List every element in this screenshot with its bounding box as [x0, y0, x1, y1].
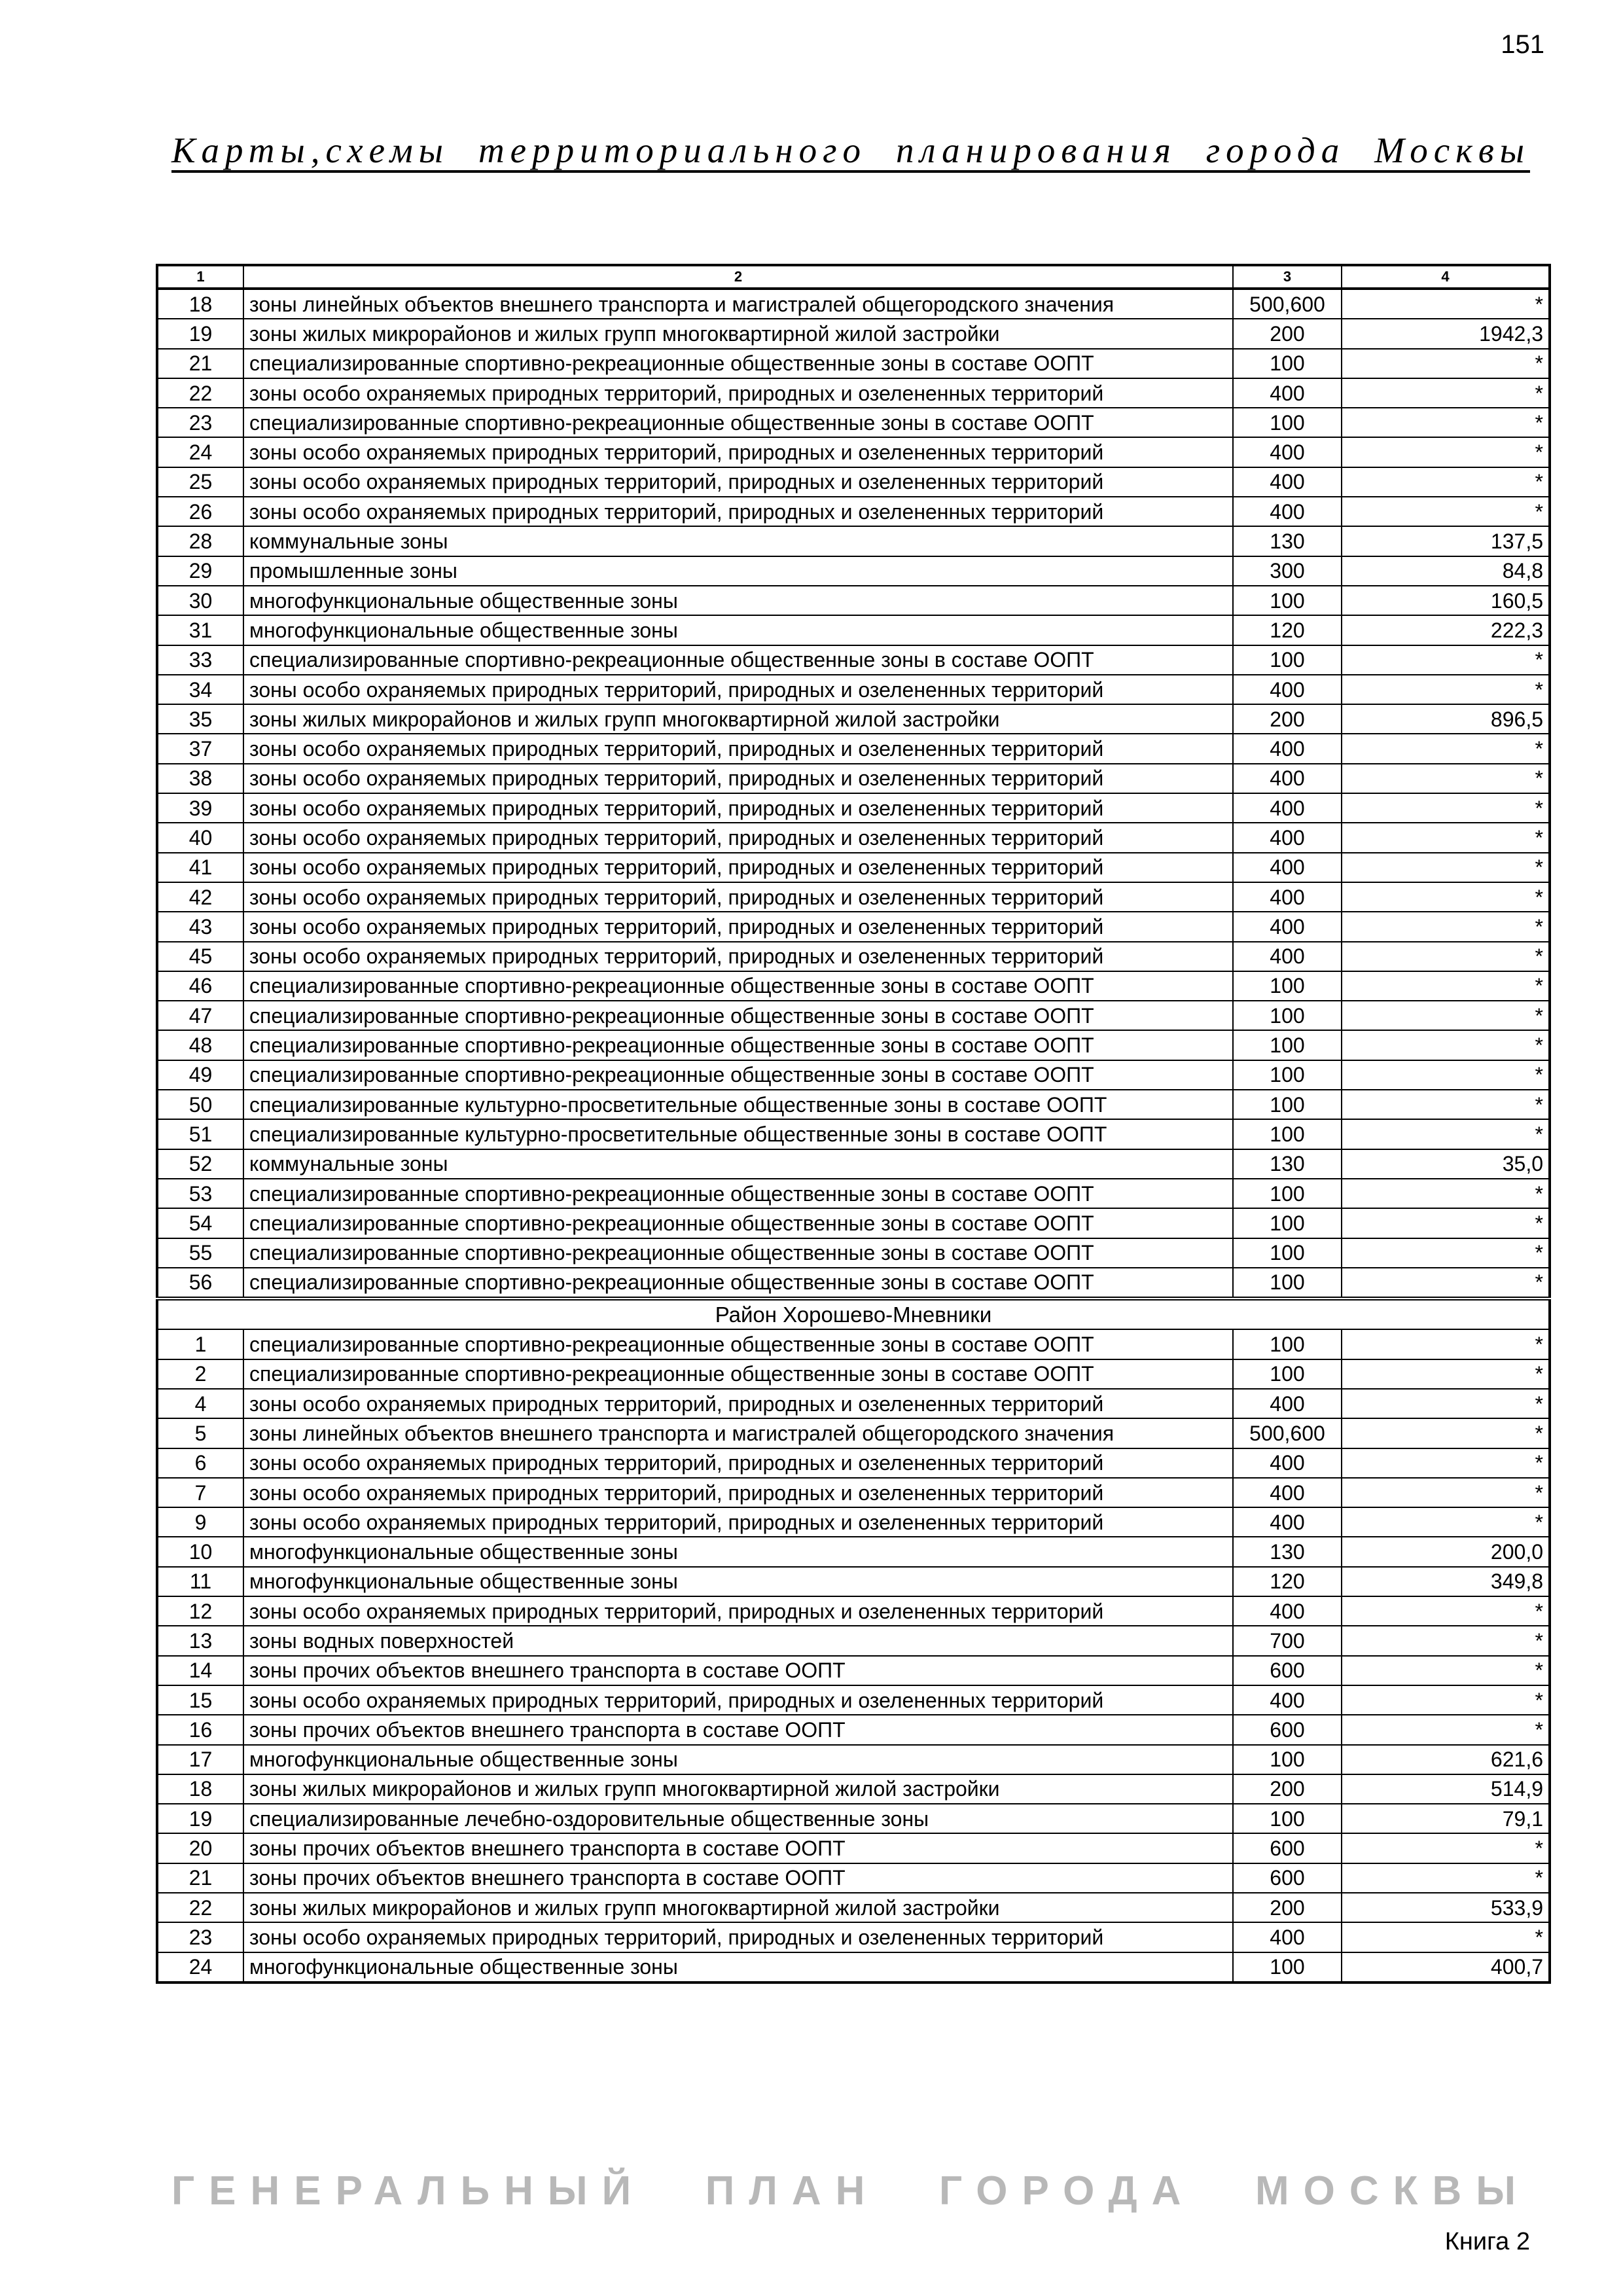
row-number: 12	[157, 1596, 243, 1626]
row-number: 33	[157, 645, 243, 675]
zone-code: 500,600	[1233, 1418, 1342, 1448]
zone-area: 533,9	[1342, 1893, 1550, 1922]
zone-area: 222,3	[1342, 615, 1550, 645]
zone-code: 100	[1233, 1745, 1342, 1774]
zone-area: *	[1342, 882, 1550, 912]
footer-book-label: Книга 2	[1444, 2228, 1530, 2255]
row-number: 9	[157, 1507, 243, 1537]
zone-name: специализированные спортивно-рекреационные общественные зоны в составе ООПТ	[243, 1030, 1233, 1060]
zone-area: *	[1342, 1268, 1550, 1299]
zone-name: зоны особо охраняемых природных территорий, природных и озелененных территорий	[243, 1478, 1233, 1507]
table-row	[157, 1952, 1550, 1982]
zone-name: зоны жилых микрорайонов и жилых групп многоквартирной жилой застройки	[243, 704, 1233, 734]
row-number: 56	[157, 1268, 243, 1299]
zone-code: 200	[1233, 1893, 1342, 1922]
zone-name: зоны особо охраняемых природных территорий, природных и озелененных территорий	[243, 497, 1233, 526]
zone-name: зоны линейных объектов внешнего транспорта и магистралей общегородского значения	[243, 289, 1233, 319]
row-number: 55	[157, 1238, 243, 1268]
table-row	[157, 1567, 1550, 1596]
row-number: 6	[157, 1448, 243, 1478]
zone-name: коммунальные зоны	[243, 1149, 1233, 1179]
zone-area: *	[1342, 1596, 1550, 1626]
table-row	[157, 912, 1550, 941]
zone-code: 400	[1233, 764, 1342, 793]
zone-area: *	[1342, 1922, 1550, 1952]
zone-area: 84,8	[1342, 556, 1550, 586]
zone-name: специализированные спортивно-рекреационные общественные зоны в составе ООПТ	[243, 349, 1233, 378]
zone-code: 400	[1233, 1596, 1342, 1626]
zone-area: 1942,3	[1342, 319, 1550, 348]
zone-code: 200	[1233, 1774, 1342, 1804]
table-row	[157, 1922, 1550, 1952]
column-header-zone-code: 3	[1233, 265, 1342, 289]
row-number: 7	[157, 1478, 243, 1507]
table-row	[157, 971, 1550, 1001]
zone-code: 400	[1233, 1448, 1342, 1478]
table-row	[157, 1119, 1550, 1149]
zone-area: *	[1342, 1090, 1550, 1119]
zone-area: *	[1342, 1418, 1550, 1448]
column-header-zone-name: 2	[243, 265, 1233, 289]
zone-area: *	[1342, 1119, 1550, 1149]
zone-name: зоны жилых микрорайонов и жилых групп многоквартирной жилой застройки	[243, 1774, 1233, 1804]
zone-code: 400	[1233, 942, 1342, 971]
zone-name: многофункциональные общественные зоны	[243, 1952, 1233, 1982]
row-number: 15	[157, 1685, 243, 1715]
zone-code: 300	[1233, 556, 1342, 586]
row-number: 1	[157, 1329, 243, 1359]
zone-code: 400	[1233, 1685, 1342, 1715]
zone-name: специализированные лечебно-оздоровительные общественные зоны	[243, 1804, 1233, 1833]
zone-code: 100	[1233, 1179, 1342, 1208]
row-number: 30	[157, 586, 243, 615]
row-number: 19	[157, 1804, 243, 1833]
zones-table	[156, 264, 1551, 1984]
row-number: 45	[157, 942, 243, 971]
zone-name: многофункциональные общественные зоны	[243, 1537, 1233, 1566]
zone-area: *	[1342, 1863, 1550, 1893]
zone-name: зоны особо охраняемых природных территорий, природных и озелененных территорий	[243, 1596, 1233, 1626]
zone-name: зоны особо охраняемых природных территорий, природных и озелененных территорий	[243, 942, 1233, 971]
row-number: 46	[157, 971, 243, 1001]
row-number: 49	[157, 1060, 243, 1090]
row-number: 37	[157, 734, 243, 763]
zone-code: 100	[1233, 1090, 1342, 1119]
zone-area: *	[1342, 408, 1550, 437]
footer-title: ГЕНЕРАЛЬНЫЙ ПЛАН ГОРОДА МОСКВЫ	[171, 2168, 1530, 2214]
table-row	[157, 1208, 1550, 1238]
zone-code: 130	[1233, 526, 1342, 556]
row-number: 48	[157, 1030, 243, 1060]
zone-code: 600	[1233, 1656, 1342, 1685]
table-row	[157, 1685, 1550, 1715]
zone-code: 100	[1233, 971, 1342, 1001]
section-row	[157, 1299, 1550, 1329]
zone-code: 100	[1233, 349, 1342, 378]
zone-area: *	[1342, 793, 1550, 823]
table-row	[157, 1149, 1550, 1179]
zone-name: зоны особо охраняемых природных территорий, природных и озелененных территорий	[243, 793, 1233, 823]
table-header-row	[157, 265, 1550, 289]
zone-name: зоны особо охраняемых природных территорий, природных и озелененных территорий	[243, 912, 1233, 941]
table-row	[157, 1745, 1550, 1774]
zone-area: *	[1342, 467, 1550, 497]
zone-name: зоны особо охраняемых природных территорий, природных и озелененных территорий	[243, 764, 1233, 793]
zone-name: специализированные культурно-просветительные общественные зоны в составе ООПТ	[243, 1090, 1233, 1119]
zone-area: *	[1342, 734, 1550, 763]
table-row	[157, 615, 1550, 645]
zone-area: *	[1342, 1478, 1550, 1507]
zone-name: зоны прочих объектов внешнего транспорта в составе ООПТ	[243, 1863, 1233, 1893]
row-number: 21	[157, 1863, 243, 1893]
zone-area: *	[1342, 1238, 1550, 1268]
zone-area: *	[1342, 675, 1550, 704]
zone-area: *	[1342, 1626, 1550, 1655]
zone-name: специализированные спортивно-рекреационные общественные зоны в составе ООПТ	[243, 645, 1233, 675]
zone-area: *	[1342, 1448, 1550, 1478]
header-rule	[171, 170, 1530, 173]
table-row	[157, 793, 1550, 823]
zone-code: 100	[1233, 1119, 1342, 1149]
table-row	[157, 1268, 1550, 1299]
zone-area: 514,9	[1342, 1774, 1550, 1804]
zone-area: *	[1342, 1329, 1550, 1359]
table-row	[157, 853, 1550, 882]
row-number: 19	[157, 319, 243, 348]
zone-name: коммунальные зоны	[243, 526, 1233, 556]
zone-code: 400	[1233, 1922, 1342, 1952]
zone-name: специализированные спортивно-рекреационные общественные зоны в составе ООПТ	[243, 971, 1233, 1001]
row-number: 50	[157, 1090, 243, 1119]
table-row	[157, 1179, 1550, 1208]
table-row	[157, 1537, 1550, 1566]
zone-code: 130	[1233, 1149, 1342, 1179]
row-number: 40	[157, 823, 243, 852]
row-number: 18	[157, 1774, 243, 1804]
table-row	[157, 556, 1550, 586]
zone-area: *	[1342, 942, 1550, 971]
zone-code: 100	[1233, 1329, 1342, 1359]
zone-code: 120	[1233, 615, 1342, 645]
zone-area: *	[1342, 378, 1550, 408]
zone-code: 100	[1233, 645, 1342, 675]
zone-code: 400	[1233, 1507, 1342, 1537]
row-number: 42	[157, 882, 243, 912]
row-number: 24	[157, 437, 243, 467]
zone-area: 349,8	[1342, 1567, 1550, 1596]
zone-code: 100	[1233, 1952, 1342, 1982]
table-row	[157, 1863, 1550, 1893]
row-number: 4	[157, 1389, 243, 1418]
zone-name: специализированные спортивно-рекреационные общественные зоны в составе ООПТ	[243, 408, 1233, 437]
zone-name: зоны прочих объектов внешнего транспорта в составе ООПТ	[243, 1656, 1233, 1685]
row-number: 47	[157, 1001, 243, 1030]
zone-code: 200	[1233, 319, 1342, 348]
row-number: 34	[157, 675, 243, 704]
table-row	[157, 289, 1550, 319]
table-row	[157, 1359, 1550, 1389]
table-row	[157, 497, 1550, 526]
zone-code: 600	[1233, 1833, 1342, 1863]
zone-area: *	[1342, 497, 1550, 526]
zone-code: 400	[1233, 823, 1342, 852]
zone-name: зоны прочих объектов внешнего транспорта в составе ООПТ	[243, 1833, 1233, 1863]
zone-area: *	[1342, 1001, 1550, 1030]
table-row	[157, 704, 1550, 734]
table-row	[157, 1448, 1550, 1478]
zone-code: 500,600	[1233, 289, 1342, 319]
table-row	[157, 378, 1550, 408]
zone-code: 400	[1233, 467, 1342, 497]
zone-area: *	[1342, 853, 1550, 882]
table-row	[157, 1833, 1550, 1863]
zone-name: специализированные спортивно-рекреационные общественные зоны в составе ООПТ	[243, 1179, 1233, 1208]
row-number: 41	[157, 853, 243, 882]
zone-area: *	[1342, 1030, 1550, 1060]
table-row	[157, 467, 1550, 497]
zone-name: зоны особо охраняемых природных территорий, природных и озелененных территорий	[243, 1685, 1233, 1715]
zone-area: *	[1342, 289, 1550, 319]
zone-area: 896,5	[1342, 704, 1550, 734]
zone-name: специализированные спортивно-рекреационные общественные зоны в составе ООПТ	[243, 1208, 1233, 1238]
table-row	[157, 1389, 1550, 1418]
zone-code: 400	[1233, 734, 1342, 763]
zone-area: *	[1342, 912, 1550, 941]
table-row	[157, 1030, 1550, 1060]
table-row	[157, 1507, 1550, 1537]
zone-code: 400	[1233, 882, 1342, 912]
zone-area: 621,6	[1342, 1745, 1550, 1774]
zone-code: 400	[1233, 853, 1342, 882]
zone-area: *	[1342, 823, 1550, 852]
zone-area: *	[1342, 1060, 1550, 1090]
page-number: 151	[1501, 30, 1544, 59]
row-number: 23	[157, 1922, 243, 1952]
zone-name: зоны особо охраняемых природных территорий, природных и озелененных территорий	[243, 378, 1233, 408]
zone-name: зоны особо охраняемых природных территорий, природных и озелененных территорий	[243, 1448, 1233, 1478]
zone-area: *	[1342, 437, 1550, 467]
zone-code: 100	[1233, 1238, 1342, 1268]
running-head: Карты,схемы территориального планирования города Москвы	[171, 130, 1530, 170]
row-number: 26	[157, 497, 243, 526]
row-number: 54	[157, 1208, 243, 1238]
zone-code: 100	[1233, 1208, 1342, 1238]
zone-name: зоны особо охраняемых природных территорий, природных и озелененных территорий	[243, 1389, 1233, 1418]
zone-name: зоны прочих объектов внешнего транспорта в составе ООПТ	[243, 1715, 1233, 1744]
zone-name: зоны особо охраняемых природных территорий, природных и озелененных территорий	[243, 467, 1233, 497]
zone-area: *	[1342, 1685, 1550, 1715]
table-row	[157, 408, 1550, 437]
zone-code: 100	[1233, 408, 1342, 437]
zone-code: 400	[1233, 793, 1342, 823]
zone-area: *	[1342, 1179, 1550, 1208]
row-number: 52	[157, 1149, 243, 1179]
zone-area: *	[1342, 1389, 1550, 1418]
zone-area: 79,1	[1342, 1804, 1550, 1833]
column-header-number: 1	[157, 265, 243, 289]
zone-name: специализированные спортивно-рекреационные общественные зоны в составе ООПТ	[243, 1359, 1233, 1389]
table-row	[157, 1478, 1550, 1507]
zone-code: 120	[1233, 1567, 1342, 1596]
table-row	[157, 349, 1550, 378]
row-number: 10	[157, 1537, 243, 1566]
zone-code: 400	[1233, 1389, 1342, 1418]
row-number: 25	[157, 467, 243, 497]
zone-area: 160,5	[1342, 586, 1550, 615]
table-row	[157, 1626, 1550, 1655]
row-number: 53	[157, 1179, 243, 1208]
zone-name: специализированные спортивно-рекреационные общественные зоны в составе ООПТ	[243, 1060, 1233, 1090]
row-number: 23	[157, 408, 243, 437]
zone-code: 400	[1233, 378, 1342, 408]
zone-code: 200	[1233, 704, 1342, 734]
zone-area: *	[1342, 1656, 1550, 1685]
table-row	[157, 1001, 1550, 1030]
table-row	[157, 734, 1550, 763]
table-row	[157, 1893, 1550, 1922]
table-row	[157, 319, 1550, 348]
zone-area: *	[1342, 764, 1550, 793]
zone-name: зоны особо охраняемых природных территорий, природных и озелененных территорий	[243, 437, 1233, 467]
zone-name: зоны особо охраняемых природных территорий, природных и озелененных территорий	[243, 675, 1233, 704]
row-number: 22	[157, 378, 243, 408]
zone-name: зоны особо охраняемых природных территорий, природных и озелененных территорий	[243, 882, 1233, 912]
row-number: 38	[157, 764, 243, 793]
row-number: 2	[157, 1359, 243, 1389]
row-number: 13	[157, 1626, 243, 1655]
section-title: Район Хорошево-Мневники	[157, 1299, 1550, 1329]
row-number: 29	[157, 556, 243, 586]
zone-code: 100	[1233, 1359, 1342, 1389]
row-number: 21	[157, 349, 243, 378]
table-row	[157, 437, 1550, 467]
zone-area: *	[1342, 1208, 1550, 1238]
table-row	[157, 1238, 1550, 1268]
zone-name: промышленные зоны	[243, 556, 1233, 586]
table-row	[157, 1418, 1550, 1448]
zone-area: 35,0	[1342, 1149, 1550, 1179]
zone-name: зоны особо охраняемых природных территорий, природных и озелененных территорий	[243, 734, 1233, 763]
zone-name: зоны особо охраняемых природных территорий, природных и озелененных территорий	[243, 823, 1233, 852]
column-header-area: 4	[1342, 265, 1550, 289]
zone-area: *	[1342, 645, 1550, 675]
zone-code: 400	[1233, 912, 1342, 941]
zone-code: 600	[1233, 1863, 1342, 1893]
zone-area: *	[1342, 349, 1550, 378]
zone-code: 100	[1233, 1804, 1342, 1833]
zone-area: 400,7	[1342, 1952, 1550, 1982]
zone-code: 400	[1233, 437, 1342, 467]
row-number: 24	[157, 1952, 243, 1982]
zone-name: зоны водных поверхностей	[243, 1626, 1233, 1655]
zone-code: 100	[1233, 1060, 1342, 1090]
zone-area: 137,5	[1342, 526, 1550, 556]
table-row	[157, 1596, 1550, 1626]
row-number: 18	[157, 289, 243, 319]
zone-name: специализированные спортивно-рекреационные общественные зоны в составе ООПТ	[243, 1268, 1233, 1299]
zone-name: многофункциональные общественные зоны	[243, 586, 1233, 615]
table-row	[157, 1656, 1550, 1685]
zone-name: специализированные спортивно-рекреационные общественные зоны в составе ООПТ	[243, 1001, 1233, 1030]
zone-area: *	[1342, 1359, 1550, 1389]
zone-code: 400	[1233, 1478, 1342, 1507]
zone-code: 100	[1233, 1268, 1342, 1299]
table-row	[157, 645, 1550, 675]
zone-name: зоны жилых микрорайонов и жилых групп многоквартирной жилой застройки	[243, 319, 1233, 348]
table-row	[157, 526, 1550, 556]
row-number: 51	[157, 1119, 243, 1149]
table-row	[157, 675, 1550, 704]
row-number: 28	[157, 526, 243, 556]
zone-area: *	[1342, 971, 1550, 1001]
row-number: 20	[157, 1833, 243, 1863]
row-number: 22	[157, 1893, 243, 1922]
table-body	[157, 289, 1550, 1982]
table-row	[157, 1060, 1550, 1090]
zone-area: 200,0	[1342, 1537, 1550, 1566]
table-row	[157, 586, 1550, 615]
zone-name: многофункциональные общественные зоны	[243, 1745, 1233, 1774]
zone-name: многофункциональные общественные зоны	[243, 615, 1233, 645]
zone-name: зоны особо охраняемых природных территорий, природных и озелененных территорий	[243, 1507, 1233, 1537]
table-row	[157, 1774, 1550, 1804]
table-row	[157, 1329, 1550, 1359]
zone-code: 100	[1233, 1030, 1342, 1060]
zone-name: многофункциональные общественные зоны	[243, 1567, 1233, 1596]
zone-code: 100	[1233, 586, 1342, 615]
row-number: 17	[157, 1745, 243, 1774]
zone-area: *	[1342, 1507, 1550, 1537]
row-number: 14	[157, 1656, 243, 1685]
zone-area: *	[1342, 1833, 1550, 1863]
row-number: 39	[157, 793, 243, 823]
zone-code: 400	[1233, 497, 1342, 526]
zone-code: 700	[1233, 1626, 1342, 1655]
zone-name: специализированные спортивно-рекреационные общественные зоны в составе ООПТ	[243, 1238, 1233, 1268]
table-row	[157, 1090, 1550, 1119]
zone-name: специализированные спортивно-рекреационные общественные зоны в составе ООПТ	[243, 1329, 1233, 1359]
zone-name: зоны особо охраняемых природных территорий, природных и озелененных территорий	[243, 853, 1233, 882]
zone-area: *	[1342, 1715, 1550, 1744]
row-number: 16	[157, 1715, 243, 1744]
row-number: 5	[157, 1418, 243, 1448]
table-row	[157, 1715, 1550, 1744]
zone-name: зоны линейных объектов внешнего транспорта и магистралей общегородского значения	[243, 1418, 1233, 1448]
row-number: 43	[157, 912, 243, 941]
zone-code: 600	[1233, 1715, 1342, 1744]
zone-code: 100	[1233, 1001, 1342, 1030]
zone-name: зоны особо охраняемых природных территорий, природных и озелененных территорий	[243, 1922, 1233, 1952]
zone-code: 400	[1233, 675, 1342, 704]
zone-name: зоны жилых микрорайонов и жилых групп многоквартирной жилой застройки	[243, 1893, 1233, 1922]
zone-code: 130	[1233, 1537, 1342, 1566]
row-number: 35	[157, 704, 243, 734]
table-row	[157, 882, 1550, 912]
table-row	[157, 942, 1550, 971]
table-row	[157, 823, 1550, 852]
row-number: 31	[157, 615, 243, 645]
row-number: 11	[157, 1567, 243, 1596]
table-row	[157, 1804, 1550, 1833]
table-row	[157, 764, 1550, 793]
zone-name: специализированные культурно-просветительные общественные зоны в составе ООПТ	[243, 1119, 1233, 1149]
